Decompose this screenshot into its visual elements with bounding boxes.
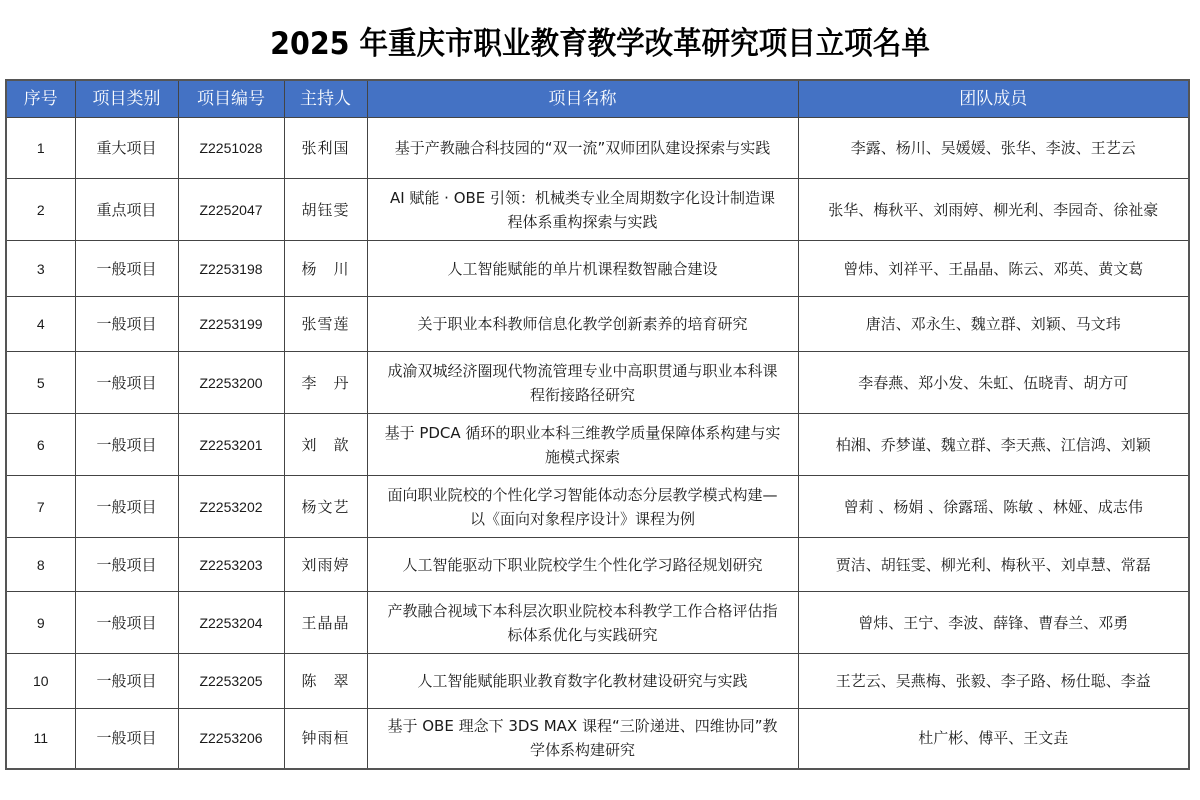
cell-no: 9 <box>6 592 75 654</box>
cell-code: Z2253204 <box>178 592 284 654</box>
cell-project-name: 基于 OBE 理念下 3DS MAX 课程“三阶递进、四维协同”教学体系构建研究 <box>367 709 798 769</box>
cell-code: Z2253201 <box>178 414 284 476</box>
cell-category: 一般项目 <box>75 352 178 414</box>
table-row <box>6 179 1189 241</box>
cell-code: Z2251028 <box>178 118 284 179</box>
cell-project-name: 面向职业院校的个性化学习智能体动态分层教学模式构建—以《面向对象程序设计》课程为例 <box>367 476 798 538</box>
cell-host: 杨 川 <box>284 241 367 297</box>
table-row <box>6 538 1189 592</box>
cell-project-name: 成渝双城经济圈现代物流管理专业中高职贯通与职业本科课程衔接路径研究 <box>367 352 798 414</box>
cell-host: 杨文艺 <box>284 476 367 538</box>
cell-category: 一般项目 <box>75 414 178 476</box>
cell-members: 唐洁、邓永生、魏立群、刘颖、马文玮 <box>798 297 1189 352</box>
cell-no: 10 <box>6 654 75 709</box>
table-row <box>6 592 1189 654</box>
cell-no: 8 <box>6 538 75 592</box>
column-header-code: 项目编号 <box>178 80 284 118</box>
cell-code: Z2253199 <box>178 297 284 352</box>
column-header-category: 项目类别 <box>75 80 178 118</box>
cell-category: 重点项目 <box>75 179 178 241</box>
cell-host: 胡钰雯 <box>284 179 367 241</box>
project-list-table <box>5 79 1190 770</box>
cell-code: Z2253198 <box>178 241 284 297</box>
cell-category: 重大项目 <box>75 118 178 179</box>
table-row <box>6 241 1189 297</box>
cell-code: Z2253206 <box>178 709 284 769</box>
cell-no: 2 <box>6 179 75 241</box>
cell-members: 柏湘、乔梦谨、魏立群、李天燕、江信鸿、刘颖 <box>798 414 1189 476</box>
cell-host: 张利国 <box>284 118 367 179</box>
table-row <box>6 709 1189 769</box>
cell-no: 3 <box>6 241 75 297</box>
cell-no: 1 <box>6 118 75 179</box>
cell-category: 一般项目 <box>75 241 178 297</box>
column-header-host: 主持人 <box>284 80 367 118</box>
cell-code: Z2252047 <box>178 179 284 241</box>
cell-no: 4 <box>6 297 75 352</box>
cell-members: 王艺云、吴燕梅、张毅、李子路、杨仕聪、李益 <box>798 654 1189 709</box>
cell-members: 张华、梅秋平、刘雨婷、柳光利、李园奇、徐祉豪 <box>798 179 1189 241</box>
cell-category: 一般项目 <box>75 654 178 709</box>
table-row <box>6 118 1189 179</box>
column-header-members: 团队成员 <box>798 80 1189 118</box>
cell-no: 5 <box>6 352 75 414</box>
cell-code: Z2253200 <box>178 352 284 414</box>
page-title: 2025 年重庆市职业教育教学改革研究项目立项名单 <box>270 26 930 62</box>
cell-no: 7 <box>6 476 75 538</box>
cell-host: 刘雨婷 <box>284 538 367 592</box>
cell-category: 一般项目 <box>75 592 178 654</box>
cell-members: 李春燕、郑小发、朱虹、伍晓青、胡方可 <box>798 352 1189 414</box>
cell-project-name: 产教融合视域下本科层次职业院校本科教学工作合格评估指标体系优化与实践研究 <box>367 592 798 654</box>
cell-members: 贾洁、胡钰雯、柳光利、梅秋平、刘卓慧、常磊 <box>798 538 1189 592</box>
cell-category: 一般项目 <box>75 538 178 592</box>
cell-members: 李露、杨川、吴媛媛、张华、李波、王艺云 <box>798 118 1189 179</box>
cell-host: 陈 翠 <box>284 654 367 709</box>
cell-category: 一般项目 <box>75 297 178 352</box>
table-row <box>6 654 1189 709</box>
cell-code: Z2253202 <box>178 476 284 538</box>
cell-no: 6 <box>6 414 75 476</box>
cell-project-name: 关于职业本科教师信息化教学创新素养的培育研究 <box>367 297 798 352</box>
cell-members: 曾炜、王宁、李波、薛锋、曹春兰、邓勇 <box>798 592 1189 654</box>
cell-host: 钟雨桓 <box>284 709 367 769</box>
table-header-row <box>6 80 1189 118</box>
cell-project-name: 人工智能赋能职业教育数字化教材建设研究与实践 <box>367 654 798 709</box>
cell-code: Z2253205 <box>178 654 284 709</box>
table-row <box>6 476 1189 538</box>
cell-members: 曾炜、刘祥平、王晶晶、陈云、邓英、黄文葛 <box>798 241 1189 297</box>
column-header-project-name: 项目名称 <box>367 80 798 118</box>
cell-category: 一般项目 <box>75 709 178 769</box>
cell-host: 李 丹 <box>284 352 367 414</box>
table-row <box>6 297 1189 352</box>
cell-host: 张雪莲 <box>284 297 367 352</box>
cell-host: 刘 歆 <box>284 414 367 476</box>
cell-project-name: 基于产教融合科技园的“双一流”双师团队建设探索与实践 <box>367 118 798 179</box>
table-row <box>6 352 1189 414</box>
cell-members: 曾莉 、杨娟 、徐露瑶、陈敏 、林娅、成志伟 <box>798 476 1189 538</box>
cell-code: Z2253203 <box>178 538 284 592</box>
cell-project-name: AI 赋能 · OBE 引领：机械类专业全周期数字化设计制造课程体系重构探索与实践 <box>367 179 798 241</box>
cell-host: 王晶晶 <box>284 592 367 654</box>
table-row <box>6 414 1189 476</box>
cell-members: 杜广彬、傅平、王文垚 <box>798 709 1189 769</box>
column-header-no: 序号 <box>6 80 75 118</box>
cell-category: 一般项目 <box>75 476 178 538</box>
cell-project-name: 人工智能赋能的单片机课程数智融合建设 <box>367 241 798 297</box>
cell-project-name: 基于 PDCA 循环的职业本科三维教学质量保障体系构建与实施模式探索 <box>367 414 798 476</box>
cell-no: 11 <box>6 709 75 769</box>
cell-project-name: 人工智能驱动下职业院校学生个性化学习路径规划研究 <box>367 538 798 592</box>
